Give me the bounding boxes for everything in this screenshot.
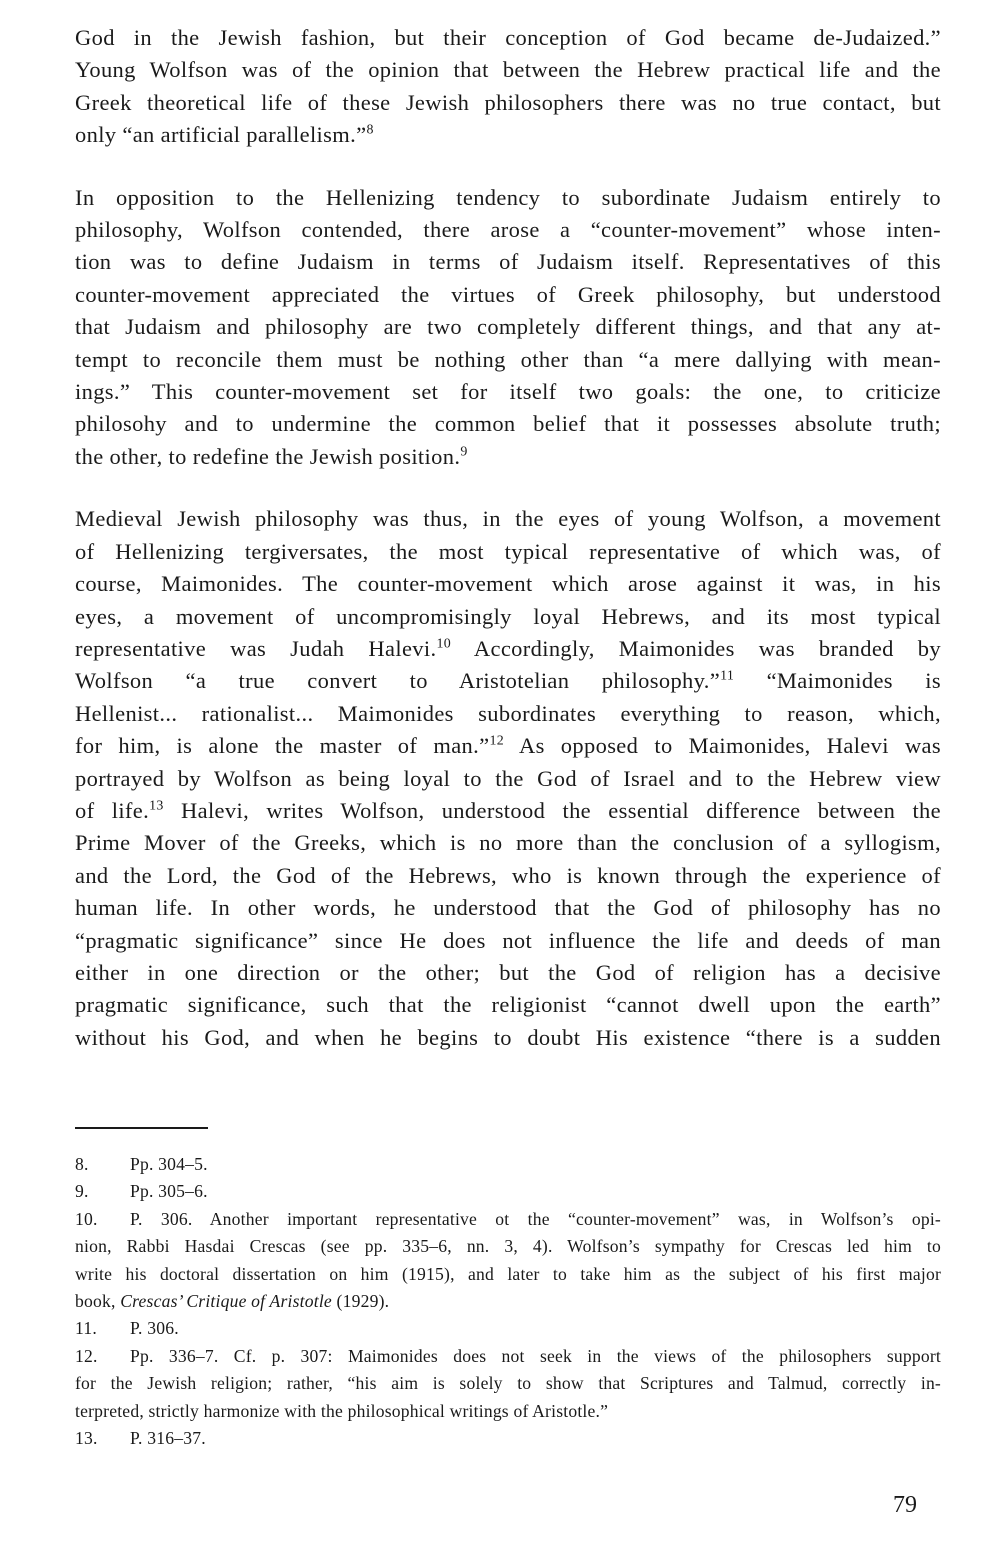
text-line: without his God, and when he begins to doubt His existence “there is a sudden [75,1024,941,1050]
footnote-ref: 12 [489,733,505,749]
text-segment: Halevi, writes Wolfson, understood the essential difference between the [163,797,941,823]
text-segment: the other, to redefine the Jewish position. [75,443,461,469]
text-segment: Wolfson “a true convert to Aristotelian philosophy.” [75,668,721,694]
text-line: human life. In other words, he understood that the God of philosophy has no [75,895,941,921]
text-line [75,633,941,665]
footnote-number: 11. [75,1318,97,1339]
footnote-text: Pp. 304–5. [130,1154,208,1174]
text-line: counter-movement appreciated the virtues of Greek philosophy, but understood [75,281,941,307]
footnote-10 [75,1206,941,1316]
text-line [75,730,941,762]
footnote-ref: 13 [149,798,164,814]
text-segment: Accordingly, Maimonides was branded by [451,635,941,661]
footnote-11 [75,1315,941,1342]
page-number: 79 [893,1492,917,1518]
text-line: pragmatic significance, such that the religionist “cannot dwell upon the earth” [75,992,941,1018]
text-line: Greek theoretical life of these Jewish philosophers there was no true contact, but [75,89,941,115]
text-line: Prime Mover of the Greeks, which is no more than the conclusion of a syllogism, [75,830,941,856]
footnote-ref: 10 [436,636,452,652]
footnote-ref: 11 [720,668,735,684]
text-line: tion was to define Judaism in terms of Judaism itself. Representatives of this [75,249,941,275]
text-line: “pragmatic significance” since He does not influence the life and deeds of man [75,927,941,953]
footnote-text: Pp. 336–7. Cf. p. 307: Maimonides does not seek in the views of the philosophers support [130,1345,941,1366]
text-line: Young Wolfson was of the opinion that between the Hebrew practical life and the [75,57,941,83]
text-line: either in one direction or the other; but the God of religion has a decisive [75,959,941,985]
paragraph-3 [75,503,941,1054]
footnote-12 [75,1343,941,1425]
footnote-text: P. 316–37. [130,1428,206,1449]
text-segment: As opposed to Maimonides, Halevi was [504,733,941,759]
text-line: Hellenist... rationalist... Maimonides subordinates everything to reason, which, [75,700,941,726]
footnote-line: write his doctoral dissertation on him (1915), and later to take him as the subject of his first major [75,1263,941,1284]
book-title: Crescas’ Critique of Aristotle [120,1291,332,1312]
text-line [75,665,941,697]
footnote-ref: 9 [460,444,468,460]
text-line: In opposition to the Hellenizing tendency to subordinate Judaism entirely to [75,184,941,210]
text-line: ings.” This counter-movement set for itself two goals: the one, to criticize [75,379,941,405]
footnote-9 [75,1178,941,1205]
text-segment: “Maimonides is [734,668,941,694]
text-line: that Judaism and philosophy are two completely different things, and that any at- [75,314,941,340]
footnote-line [75,1288,941,1315]
text-segment: for him, is alone the master of man.” [75,733,490,759]
footnote-number: 8. [75,1154,89,1174]
text-line [75,441,941,473]
footnote-divider [75,1127,208,1129]
footnote-number: 9. [75,1181,89,1202]
footnote-line [75,1343,941,1370]
paragraph-1 [75,22,941,152]
text-line: course, Maimonides. The counter-movement which arose against it was, in his [75,571,941,597]
text-line: of Hellenizing tergiversates, the most typical representative of which was, of [75,538,941,564]
footnote-text: P. 306. Another important representative ot the “counter-movement” was, in Wolfson’s opi- [130,1208,941,1229]
text-line: God in the Jewish fashion, but their conception of God became de-Judaized.” [75,25,941,50]
text-line [75,119,941,151]
main-text [75,22,941,1054]
footnote-8 [75,1151,941,1178]
footnote-number: 12. [75,1345,98,1366]
footnote-line [75,1206,941,1233]
footnote-line: nion, Rabbi Hasdai Crescas (see pp. 335–6, nn. 3, 4). Wolfson’s sympathy for Crescas led him to [75,1236,941,1257]
footnote-line: for the Jewish religion; rather, “his aim is solely to show that Scriptures and Talmud, correctly in- [75,1373,941,1394]
text-line: portrayed by Wolfson as being loyal to the God of Israel and to the Hebrew view [75,765,941,791]
text-line [75,795,941,827]
text-line: philosophy, Wolfson contended, there arose a “counter-movement” whose inten- [75,217,941,243]
text-segment: only “an artificial parallelism.” [75,122,367,148]
footnotes [75,1151,941,1452]
text-line: tempt to reconcile them must be nothing other than “a mere dallying with mean- [75,346,941,372]
footnote-number: 13. [75,1428,98,1449]
footnote-text: P. 306. [130,1318,179,1339]
footnote-ref: 8 [366,122,374,138]
paragraph-2 [75,182,941,474]
text-line: eyes, a movement of uncompromisingly loyal Hebrews, and its most typical [75,603,941,629]
text-segment: representative was Judah Halevi. [75,635,437,661]
text-segment: book, [75,1291,121,1312]
text-line: philosohy and to undermine the common belief that it possesses absolute truth; [75,411,941,437]
footnote-line: terpreted, strictly harmonize with the philosophical writings of Aristotle.” [75,1400,609,1421]
footnote-number: 10. [75,1208,98,1229]
footnote-13 [75,1425,941,1452]
text-segment: of life. [75,797,150,823]
text-line: and the Lord, the God of the Hebrews, who is known through the experience of [75,862,941,888]
text-segment: (1929). [331,1291,390,1312]
footnote-text: Pp. 305–6. [130,1181,208,1202]
text-line: Medieval Jewish philosophy was thus, in the eyes of young Wolfson, a movement [75,506,941,532]
